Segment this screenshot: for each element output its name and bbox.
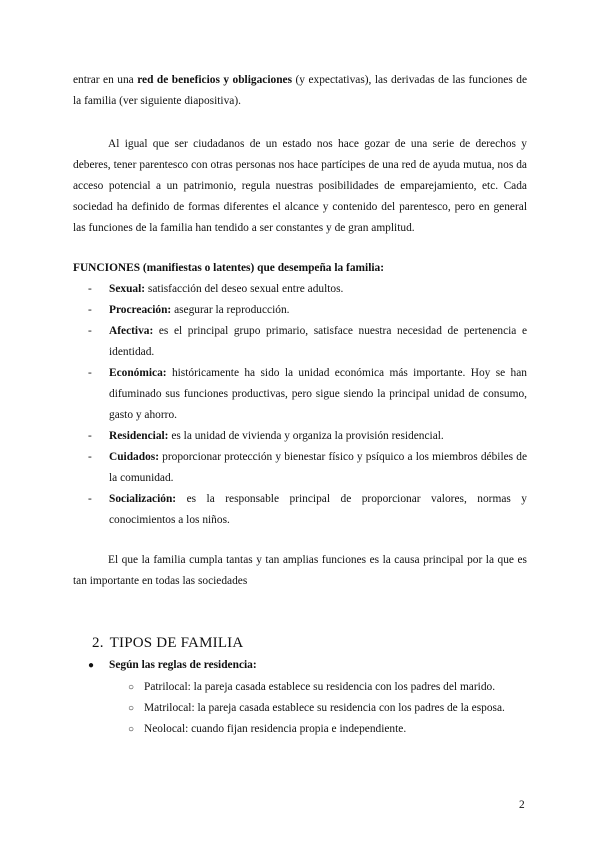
bullet-icon: ● (88, 660, 95, 671)
function-description: es la responsable principal de proporcionar valores, normas y conocimientos a los niños. (109, 493, 527, 526)
function-term: Cuidados: (109, 451, 160, 463)
function-description: históricamente ha sido la unidad económica más importante. Hoy se han difuminado sus funciones productivas, pero sigue siendo la principal unidad de consumo, gasto y ahorro. (109, 367, 527, 421)
function-term: Residencial: (109, 430, 169, 442)
dash-marker: - (88, 493, 92, 505)
page-number: 2 (519, 799, 525, 811)
kinship-paragraph: Al igual que ser ciudadanos de un estado nos hace gozar de una serie de derechos y deberes, tener parentesco con otras personas nos hace partícipes de una red de ayuda mutua, nos da acceso potencial a un patrimonio, regula nuestras posibilidades de emparejamiento, etc. Cada sociedad ha definido de formas diferentes el alcance y contenido del parentesco, pero en general las funciones de la familia han tendido a ser constantes y de gran amplitud. (73, 138, 527, 234)
section-number: 2. (92, 635, 104, 651)
residence-rules-bullet (88, 655, 532, 676)
function-description: satisfacción del deseo sexual entre adultos. (145, 283, 344, 295)
list-item (73, 321, 527, 363)
function-term: Económica: (109, 367, 167, 379)
section-heading (92, 633, 243, 653)
function-term: Procreación: (109, 304, 172, 316)
function-term: Socialización: (109, 493, 177, 505)
dash-marker: - (88, 367, 92, 379)
list-item (73, 279, 527, 300)
dash-marker: - (88, 430, 92, 442)
intro-paragraph (73, 70, 527, 112)
dash-marker: - (88, 283, 92, 295)
list-item (73, 363, 527, 426)
function-description: es el principal grupo primario, satisface nuestra necesidad de pertenencia e identidad. (109, 325, 527, 358)
dash-marker: - (88, 325, 92, 337)
list-item (73, 489, 527, 531)
function-description: asegurar la reproducción. (171, 304, 290, 316)
list-item (73, 447, 527, 489)
circle-bullet-icon: ○ (128, 703, 135, 714)
function-term: Afectiva: (109, 325, 154, 337)
function-term: Sexual: (109, 283, 146, 295)
residence-types-list (128, 677, 527, 740)
residence-type-text: Patrilocal: la pareja casada establece su residencia con los padres del marido. (144, 681, 496, 693)
functions-list (73, 279, 527, 531)
conclusion-paragraph: El que la familia cumpla tantas y tan amplias funciones es la causa principal por la que es tan importante en todas las sociedades (73, 554, 527, 587)
list-item (73, 300, 527, 321)
list-item (73, 426, 527, 447)
intro-bold-phrase: red de beneficios y obligaciones (137, 74, 293, 86)
dash-marker: - (88, 304, 92, 316)
section-title: TIPOS DE FAMILIA (109, 635, 244, 651)
function-description: proporcionar protección y bienestar físico y psíquico a los miembros débiles de la comunidad. (109, 451, 527, 484)
circle-bullet-icon: ○ (128, 682, 135, 693)
list-item (128, 719, 527, 740)
list-item (128, 698, 527, 719)
functions-heading: FUNCIONES (manifiestas o latentes) que desempeña la familia: (73, 262, 385, 274)
bullet-text: Según las reglas de residencia: (109, 659, 257, 671)
residence-type-text: Matrilocal: la pareja casada establece su residencia con los padres de la esposa. (144, 702, 505, 714)
list-item (128, 677, 527, 698)
dash-marker: - (88, 451, 92, 463)
circle-bullet-icon: ○ (128, 724, 135, 735)
intro-text-start: entrar en una (73, 74, 138, 86)
intro-text-end: (y expectativas), las derivadas de las funciones de la familia (ver siguiente diapositiva). (73, 74, 528, 107)
residence-type-text: Neolocal: cuando fijan residencia propia e independiente. (144, 723, 407, 735)
function-description: es la unidad de vivienda y organiza la provisión residencial. (168, 430, 444, 442)
